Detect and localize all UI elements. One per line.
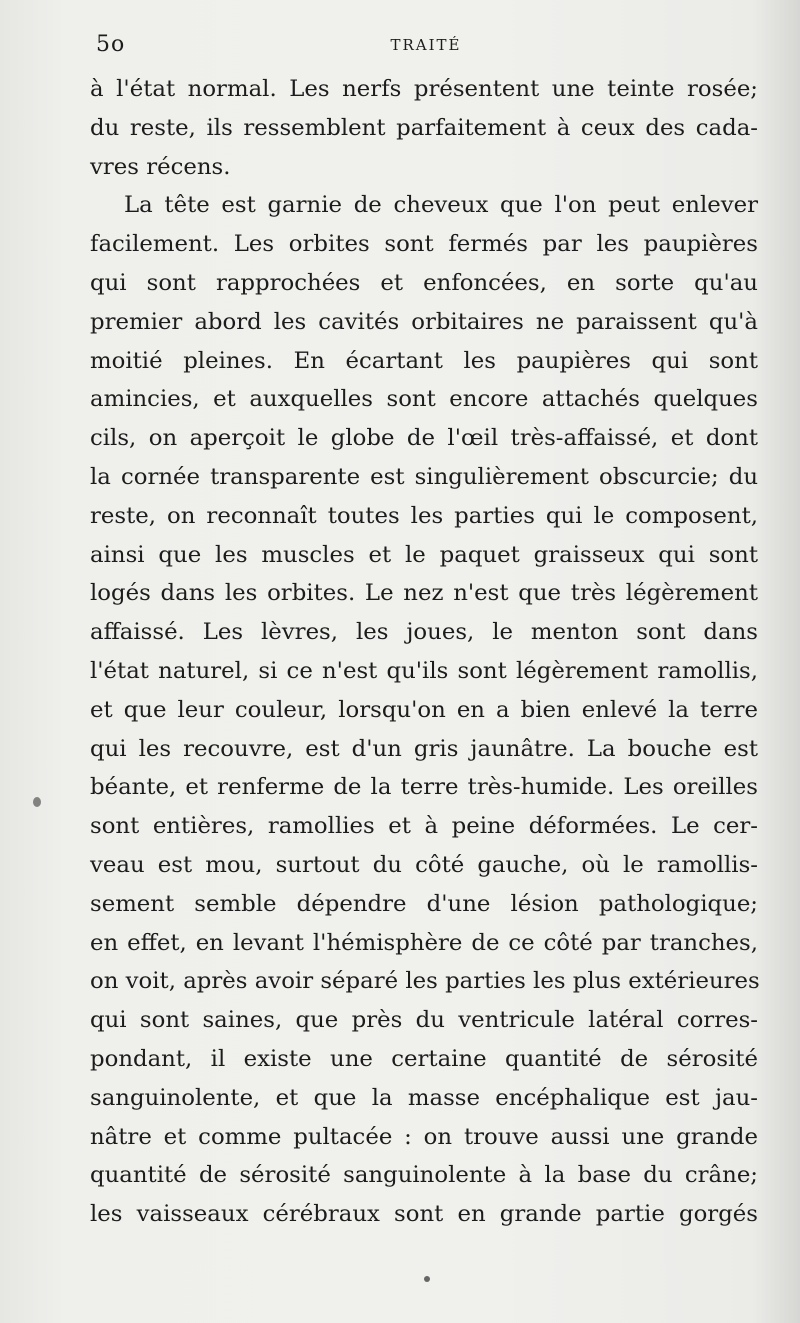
- text-line: qui les recouvre, est d'un gris jaunâtre. La bouche est: [90, 735, 758, 762]
- ink-smudge: [33, 797, 41, 807]
- text-line: premier abord les cavités orbitaires ne paraissent qu'à: [90, 308, 758, 335]
- page-header: [96, 32, 756, 60]
- text-line: qui sont saines, que près du ventricule latéral corres-: [90, 1007, 758, 1034]
- text-line: facilement. Les orbites sont fermés par les paupières: [90, 231, 758, 258]
- text-line: sement semble dépendre d'une lésion pathologique;: [90, 890, 758, 917]
- text-line: les vaisseaux cérébraux sont en grande partie gorgés: [90, 1201, 758, 1228]
- text-line: en effet, en levant l'hémisphère de ce côté par tranches,: [90, 929, 758, 956]
- running-title: TRAITÉ: [390, 36, 462, 54]
- text-line: sanguinolente, et que la masse encéphalique est jau-: [90, 1084, 758, 1111]
- text-line: et que leur couleur, lorsqu'on en a bien enlevé la terre: [90, 696, 758, 723]
- text-line: ainsi que les muscles et le paquet graisseux qui sont: [90, 541, 758, 568]
- text-line: logés dans les orbites. Le nez n'est que très légèrement: [90, 580, 758, 607]
- text-line: moitié pleines. En écartant les paupières qui sont: [90, 347, 758, 374]
- text-line: nâtre et comme pultacée : on trouve aussi une grande: [90, 1123, 758, 1150]
- text-line: qui sont rapprochées et enfoncées, en sorte qu'au: [90, 269, 758, 296]
- text-line: on voit, après avoir séparé les parties les plus extérieures: [90, 968, 760, 995]
- text-line: affaissé. Les lèvres, les joues, le menton sont dans: [90, 619, 758, 646]
- text-line: vres récens.: [90, 153, 231, 180]
- text-line: la cornée transparente est singulièrement obscurcie; du: [90, 463, 758, 490]
- text-line: à l'état normal. Les nerfs présentent une teinte rosée;: [90, 76, 758, 102]
- ink-dot: [424, 1276, 430, 1282]
- text-line: quantité de sérosité sanguinolente à la base du crâne;: [90, 1162, 758, 1189]
- text-line: reste, on reconnaît toutes les parties qui le composent,: [90, 502, 758, 529]
- text-line: veau est mou, surtout du côté gauche, où le ramollis-: [90, 851, 758, 878]
- text-line: béante, et renferme de la terre très-humide. Les oreilles: [90, 774, 758, 801]
- text-line: cils, on aperçoit le globe de l'œil très-affaissé, et dont: [90, 425, 758, 452]
- text-line: l'état naturel, si ce n'est qu'ils sont légèrement ramollis,: [90, 657, 758, 684]
- text-line: sont entières, ramollies et à peine déformées. Le cer-: [90, 813, 758, 840]
- body-text: [90, 70, 758, 1234]
- text-line: pondant, il existe une certaine quantité de sérosité: [90, 1045, 758, 1072]
- text-line: La tête est garnie de cheveux que l'on peut enlever: [124, 192, 758, 219]
- text-line: amincies, et auxquelles sont encore attachés quelques: [90, 386, 758, 413]
- text-line: du reste, ils ressemblent parfaitement à ceux des cada-: [90, 114, 758, 141]
- page-number: 5o: [96, 32, 126, 57]
